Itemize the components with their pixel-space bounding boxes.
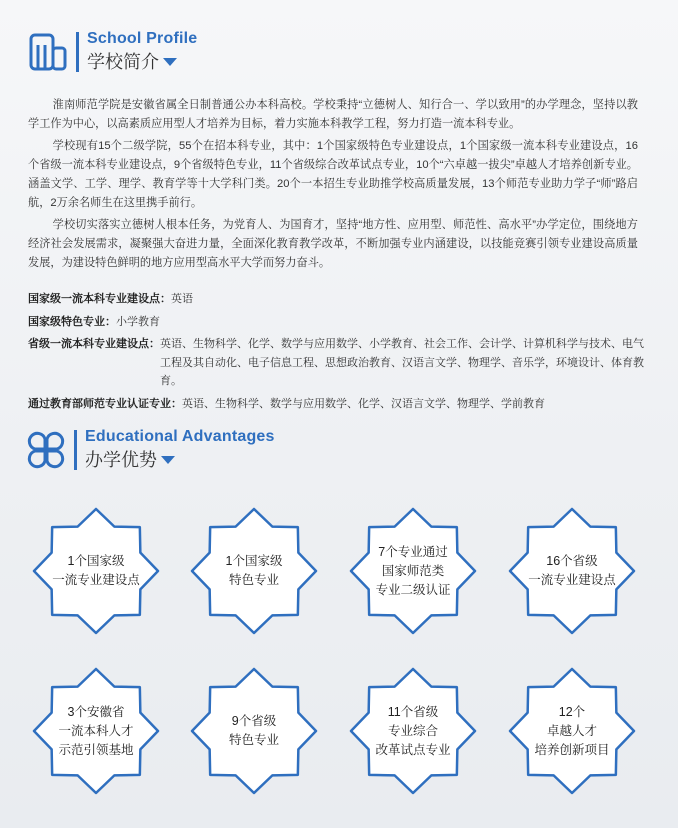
list-value: 英语、生物科学、化学、数学与应用数学、小学教育、社会工作、会计学、计算机科学与技术、电气工程及其自动化、电子信息工程、思想政治教育、汉语言文学、物理学、音乐学，环境设计、体育教育。 [160,338,644,387]
advantage-badge [30,665,162,797]
list-item [28,290,648,309]
advantage-text: 1个国家级 一流专业建设点 [52,554,140,587]
section-title-zh [85,448,275,472]
section-title-zh-text: 办学优势 [85,450,157,470]
intro-text [28,96,638,276]
advantage-text: 3个安徽省 一流本科人才 示范引领基地 [58,704,134,757]
advantage-badge [506,505,638,637]
advantage-text: 9个省级 特色专业 [228,714,279,747]
list-value: 英语、生物科学、数学与应用数学、化学、汉语言文学、物理学、学前教育 [182,397,545,410]
triangle-down-icon [161,456,175,464]
header-divider [74,430,77,470]
building-icon [26,30,70,74]
intro-paragraph: 淮南师范学院是安徽省属全日制普通公办本科高校。学校秉持“立德树人、知行合一、学以致用”的办学理念，坚持以教学工作为中心，以高素质应用型人才培养为目标，着力实施本科教学工程，努力打造一流本科专业。 [28,99,638,130]
intro-paragraph: 学校切实落实立德树人根本任务，为党育人、为国育才，坚持“地方性、应用型、师范性、高水平”办学定位，围绕地方经济社会发展需求，凝聚强大奋进力量，全面深化教育教学改革，不断加强专业内涵建设，以技能竞赛引领专业建设高质量发展，为建设特色鲜明的地方应用型高水平大学而努力奋斗。 [28,219,638,269]
advantage-text: 1个国家级 特色专业 [225,554,283,587]
list-label: 国家级特色专业： [28,315,116,328]
advantage-badge [188,505,320,637]
advantage-text: 7个专业通过 国家师范类 专业二级认证 [375,544,451,597]
advantage-badge [188,665,320,797]
list-label: 国家级一流本科专业建设点： [28,293,171,305]
list-item [28,335,648,391]
section-title-en: Educational Advantages [85,428,275,445]
header-divider [76,32,79,72]
list-item [28,395,648,414]
advantage-text: 16个省级 一流专业建设点 [528,554,616,587]
section-title-en: School Profile [87,30,198,47]
advantage-text: 11个省级 专业综合 改革试点专业 [375,704,451,757]
triangle-down-icon [163,58,177,66]
list-value: 小学教育 [116,315,160,328]
list-label: 通过教育部师范专业认证专业： [28,397,182,410]
intro-paragraph: 学校现有15个二级学院，55个在招本科专业，其中：1个国家级特色专业建设点，1个国家级一流本科专业建设点，16个省级一流本科专业建设点，9个省级特色专业，11个省级综合改革试点专业，10个“六卓越一拔尖”卓越人才培养创新专业。涵盖文学、工学、理学、教育学等十大学科门类。20个一本招生专业助推学校高质量发展，13个师范专业助力学子“师”路启航，2万余名师生在这里携手前行。 [28,140,638,209]
educational-advantages-header [24,428,275,472]
clover-icon [24,428,68,472]
advantage-grid [0,505,678,828]
major-lists [28,290,648,417]
school-profile-header [26,30,197,74]
advantage-badge [506,665,638,797]
advantage-badge [347,665,479,797]
list-label: 省级一流本科专业建设点： [28,338,160,350]
section-title-zh [87,50,197,74]
list-value: 英语 [171,293,193,305]
advantage-text: 12个 卓越人才 培养创新项目 [534,704,610,757]
section-title-zh-text: 学校简介 [87,52,159,72]
advantage-badge [347,505,479,637]
list-item [28,313,648,332]
advantage-badge [30,505,162,637]
